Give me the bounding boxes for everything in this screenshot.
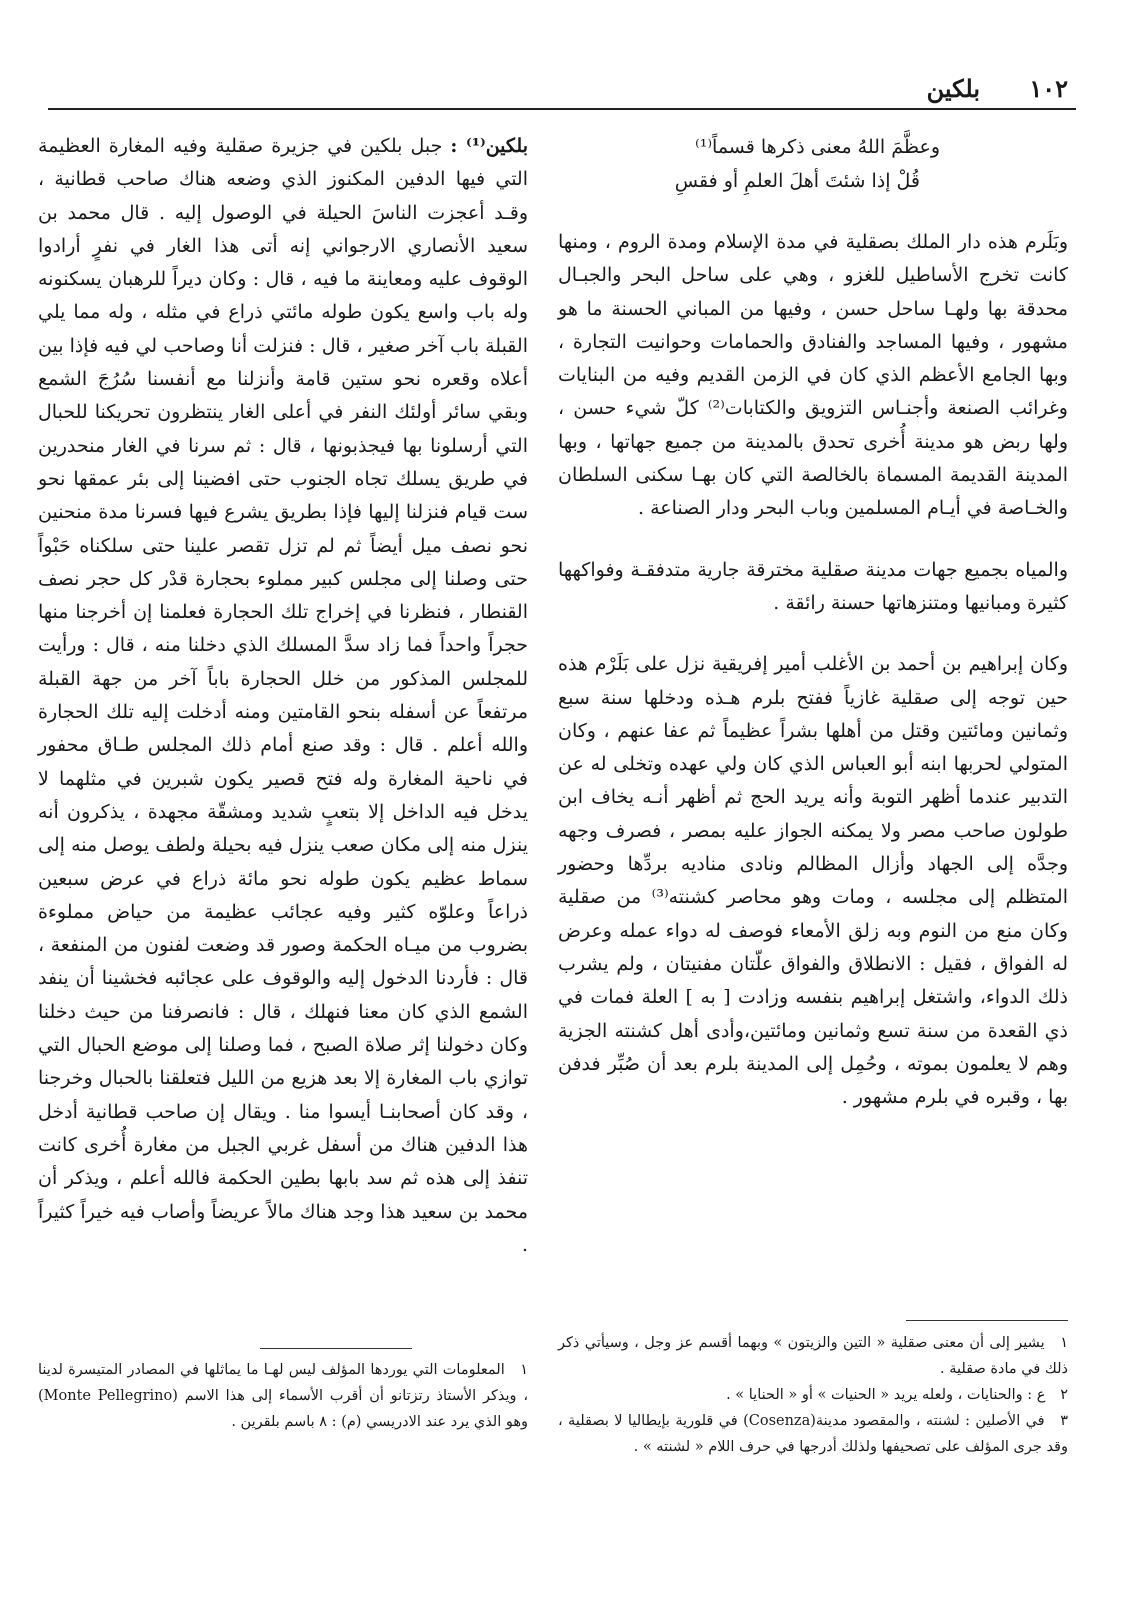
page-number: ١٠٢ [1029, 74, 1068, 103]
footnotes-left [38, 1357, 528, 1435]
left-column [38, 130, 528, 1262]
paragraph-ibrahim: وكان إبراهيم بن أحمد بن الأغلب أمير إفريقية نزل على بَلَرْم هذه حين توجه إلى صقلية غازياً ففتح بلرم هـذه ودخلها سنة سبع وثمانين ومائتين وقتل من أهلها بشراً عظيماً ثم عفا عنهم ، وكان المتولي لحربها ابنه أبو العباس الذي كان ولي عهده وتخلى له عن التدبير عندما أظهر التوبة وأنه يريد الحج ثم أظهر أنـه يخاف ابن طولون صاحب مصر ولا يمكنه الجواز عليه بمصر ، فصرف وجهه وجدَّه إلى الجهاد وأزال المظالم ونادى مناديه بردِّها وحضور المتظلم إلى مجلسه ، ومات وهو محاصر كشنته⁽³⁾ من صقلية وكان منع من النوم وبه زلق الأمعاء فوصف له دواء عمله وعرض له الفواق ، فقيل : الانطلاق والفواق علّتان مفنيتان ، ولم يشرب ذلك الدواء، واشتغل إبراهيم بنفسه وزادت [ به ] العلة فمات في ذي القعدة من سنة تسع وثمانين ومائتين،وأدى أهل كشنته الجزية وهم لا يعلمون بموته ، وحُمِل إلى المدينة بلرم بعد أن صُبِّر فدفن بها ، وقبره في بلرم مشهور . [558, 653, 1068, 1109]
footnote: ١ المعلومات التي يوردها المؤلف ليس لهـا ما يماثلها في المصادر المتيسرة لدينا ، ويذكر الأستاذ رتزتانو أن أقرب الأسماء إلى هذا الاسم (Monte Pellegrino) وهو الذي يرد عند الادريسي (م) : ٨ باسم بلقرين . [38, 1362, 529, 1430]
verse-line-1: وعظَّمَ اللهُ معنى ذكرها قسماً⁽¹⁾ [695, 136, 940, 158]
footnote: ٣ في الأصلين : لشنته ، والمقصود مدينة(Cosenza) في قلورية بإيطاليا لا بصقلية ، وقد جرى المؤلف على تصحيفها ولذلك أدرجها في حرف اللام « لشنته » . [558, 1413, 1068, 1455]
footnotes-right [558, 1330, 1068, 1460]
footnote-rule-left [260, 1348, 412, 1349]
right-column [558, 130, 1068, 1114]
header-rule [48, 108, 1076, 110]
verse [558, 130, 1068, 198]
entry-keyword: بلكين⁽¹⁾ : [450, 135, 528, 157]
footnote: ٢ ع : والحنايات ، ولعله يريد « الحنيات » أو « الحنايا » . [726, 1387, 1068, 1403]
footnote: ١ يشير إلى أن معنى صقلية « التين والزيتون » وبهما أقسم عز وجل ، وسيأتي ذكر ذلك في مادة صقلية . [558, 1335, 1069, 1377]
verse-line-2: قُلْ إذا شئتَ أهلَ العلمِ أو فقسِ [674, 170, 920, 192]
page-header [48, 70, 1068, 110]
entry-paragraph [38, 130, 528, 1262]
entry-text: جبل بلكين في جزيرة صقلية وفيه المغارة العظيمة التي فيها الدفين المكنوز الذي وضعه هناك صاحب قطانية ، وقـد أعجزت الناسَ الحيلة في الوصول إليه . قال محمد بن سعيد الأنصاري الارجواني إنه أتى هذا الغار في نفرٍ أرادوا الوقوف عليه ومعاينة ما فيه ، قال : وكان ديراً للرهبان يسكنونه وله باب واسع يكون طوله مائتي ذراع في مثله ، وله مما يلي القبلة باب آخر صغير ، قال : فنزلت أنا وصاحب لي فيه فإذا بين أعلاه وقعره نحو ستين قامة وأنزلنا مع أنفسنا سُرُجَ الشمع وبقي سائر أولئك النفر في أعلى الغار ينتظرون تحريكنا للحبال التي أرسلونا بها فيجذبونها ، قال : ثم سرنا في الغار منحدرين في طريق يسلك تجاه الجنوب حتى افضينا إلى بئر عمقها نحو ست قيام فنزلنا إليها فإذا بطريق يشرع فيها فسرنا مدة منحنين نحو نصف ميل أيضاً ثم لم تزل تقصر علينا حتى سلكناه حَبْواً حتى وصلنا إلى مجلس كبير مملوء بحجارة قدْر كل حجر نصف القنطار ، فنظرنا في إخراج تلك الحجارة فعلمنا إن أخرجنا منها حجراً واحداً فما زاد سدَّ المسلك الذي دخلنا منه ، قال : ورأيت للمجلس المذكور من خلل الحجارة باباً آخر من جهة القبلة مرتفعاً عن أسفله بنحو القامتين ومنه أدخلت إليه تلك الحجارة والله أعلم . قال : وقد صنع أمام ذلك المجلس طـاق محفور في ناحية المغارة وله فتح قصير يكون شبرين في مثلهما لا يدخل فيه الداخل إلا بتعبٍ شديد ومشقّة مجهدة ، يذكرون أنه ينزل منه إلى مكان صعب ينزل فيه بحيلة ولطف يوصل منه إلى سماط عظيم يكون طوله نحو مائة ذراع في عرض سبعين ذراعاً وعلوّه كثير وفيه عجائب عظيمة من حياض مملوءة بضروب من ميـاه الحكمة وصور قد وضعت لفنون من المنفعة ، قال : فأردنا الدخول إليه والوقوف على عجائبه فخشينا أن ينفد الشمع الذي كان معنا فنهلك ، قال : فانصرفنا من حيث دخلنا وكان دخولنا إثر صلاة الصبح ، فما وصلنا إلى موضع الحبال التي توازي باب المغارة إلا بعد هزيع من الليل فتعلقنا بالحبال وخرجنا ، وقد كان أصحابنـا أيسوا منا . ويقال إن صاحب قطانية أدخل هذا الدفين هناك من أسفل غربي الجبل من مغارة أُخرى كانت تنفذ إلى هذه ثم سد بابها بطين الحكمة فالله أعلم ، ويذكر أن محمد بن سعيد هذا وجد هناك مالاً عريضاً وأصاب فيه خيراً كثيراً . [38, 135, 528, 1256]
running-title: بلكين [926, 74, 980, 103]
paragraph-palermo: وبَلَرم هذه دار الملك بصقلية في مدة الإسلام ومدة الروم ، ومنها كانت تخرج الأساطيل للغزو ، وهي على ساحل البحر والجبـال محدقة بها ولهـا ساحل حسن ، وفيها من المباني الحسنة ما هو مشهور ، وفيها المساجد والفنادق والحمامات وحوانيت التجارة ، وبها الجامع الأعظم الذي كان في الزمن القديم وفيه من البنايات وغرائب الصنعة وأجنـاس التزويق والكتابات⁽²⁾ كلّ شيء حسن ، ولها ربض هو مدينة أُخرى تحدق بالمدينة من جميع جهاتها ، وبها المدينة القديمة المسماة بالخالصة التي كان بهـا سكنى السلطان والخـاصة في أيـام المسلمين وباب البحر ودار الصناعة . [558, 231, 1069, 520]
paragraph-waters: والمياه بجميع جهات مدينة صقلية مخترقة جارية متدفقـة وفواكهها كثيرة ومبانيها ومتنزهاتها حسنة رائقة . [558, 558, 1068, 614]
footnote-rule-right [906, 1320, 1068, 1321]
